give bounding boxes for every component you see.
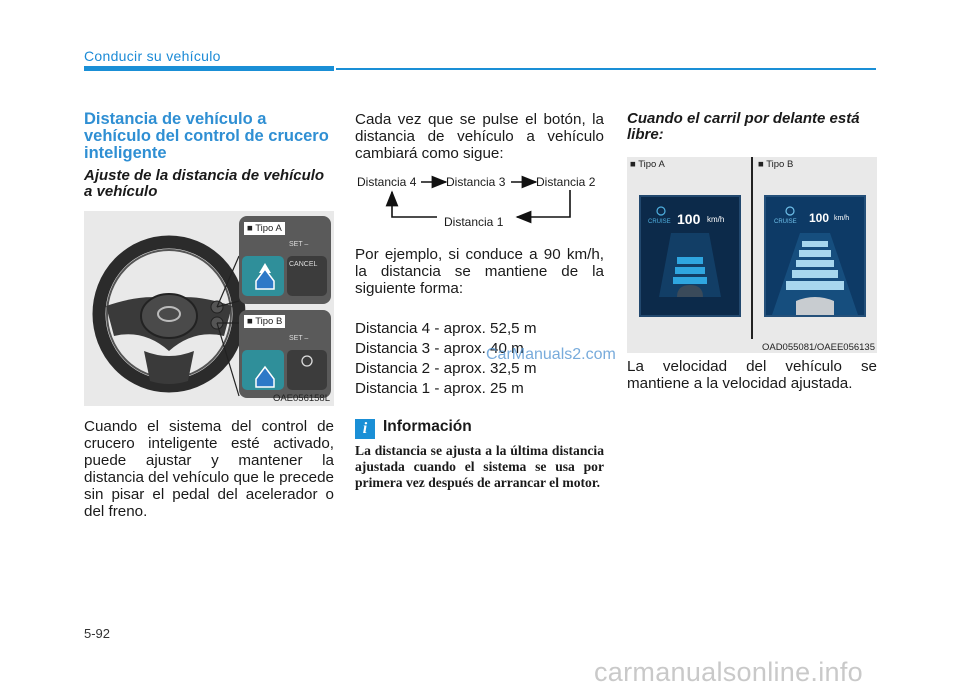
distance-cycle-diagram [355,172,604,232]
figure-divider [751,157,753,339]
set-label-b: SET – [289,335,309,342]
info-text: La distancia se ajusta a la última distancia ajustada cuando el sistema se usa por primera vez después de arrancar el motor. [355,443,604,490]
tipo-a-label: ■ Tipo A [244,222,285,235]
footer-watermark: carmanualsonline.info [594,657,863,687]
distance-item: Distancia 3 - aprox. 40 m [355,340,524,357]
figure-code-right: OAD055081/OAEE056135 [761,342,875,353]
paragraph-left: Cuando el sistema del control de crucero inteligente esté activado, puede ajustar y mantener la distancia del vehículo que le precede sin pisar el pedal del acelerador o del freno. [84,418,334,520]
cancel-label: CANCEL [289,261,318,268]
watermark-overlay: CarManuals2.com [486,346,616,363]
distance-item: Distancia 2 - aprox. 32,5 m [355,360,537,377]
tipo-b-label: ■ Tipo B [244,315,285,328]
section-title: Conducir su vehículo [84,48,221,64]
paragraph-example: Por ejemplo, si conduce a 90 km/h, la distancia se mantiene de la siguiente forma: [355,246,604,297]
tipo-b-label-right: ■ Tipo B [758,159,794,170]
set-label-a: SET – [289,241,309,248]
paragraph-intro: Cada vez que se pulse el botón, la distancia de vehículo a vehículo cambiará como sigue: [355,111,604,162]
subheading-lane-clear: Cuando el carril por delante está libre: [627,110,860,143]
info-title: Información [383,418,472,435]
section-heading: Distancia de vehículo a vehículo del control de crucero inteligente [84,110,329,162]
page-number: 5-92 [84,626,111,641]
tipo-a-label-right: ■ Tipo A [630,159,665,170]
distance-item: Distancia 1 - aprox. 25 m [355,380,524,397]
paragraph-right: La velocidad del vehículo se mantiene a la velocidad ajustada. [627,358,877,392]
cycle-distancia-4: Distancia 4 [357,175,417,189]
set-speed-a: 100 [677,211,701,227]
header-rule-thin [336,68,876,70]
cluster-display-b [764,195,866,317]
cycle-distancia-3: Distancia 3 [446,175,506,189]
cruise-label-b: CRUISE [774,219,797,225]
figure-code-left: OAE056158L [272,393,330,404]
cycle-distancia-1: Distancia 1 [444,215,504,229]
cycle-distancia-2: Distancia 2 [536,175,596,189]
set-speed-b: 100 [809,211,830,225]
info-icon: i [355,419,375,439]
cluster-display-a [639,195,741,317]
distance-item: Distancia 4 - aprox. 52,5 m [355,320,537,337]
speed-unit-a: km/h [707,215,725,224]
header-rule-thick [84,66,334,71]
speed-unit-b: km/h [834,215,850,222]
cruise-label-a: CRUISE [648,219,671,225]
subheading-adjust-distance: Ajuste de la distancia de vehículo a vehículo [84,167,325,200]
cluster-display-figure [627,157,877,353]
steering-wheel-figure [84,211,334,406]
